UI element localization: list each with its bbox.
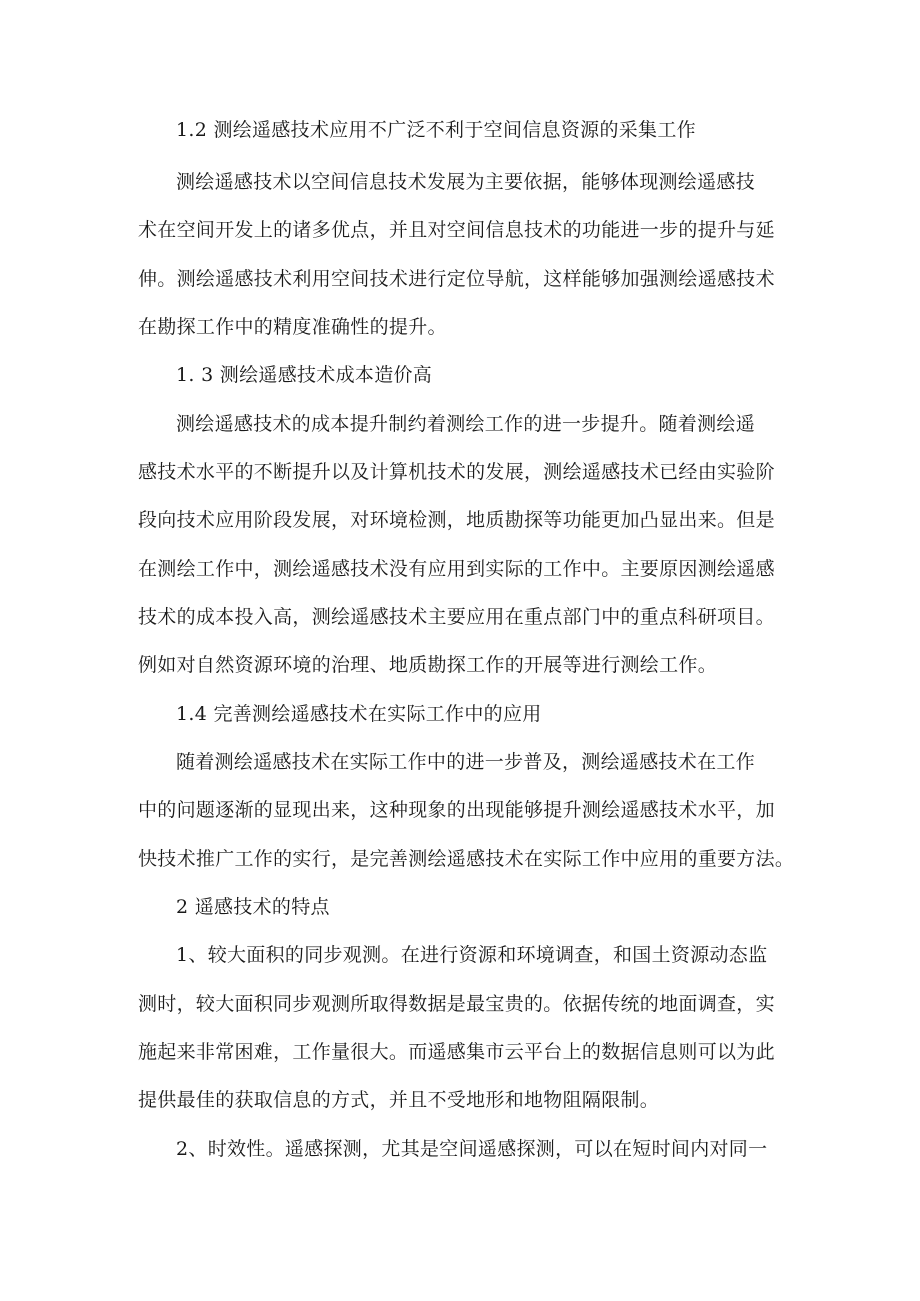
paragraph-line: 1、较大面积的同步观测。在进行资源和环境调查，和国土资源动态监 xyxy=(176,944,768,966)
paragraph-line: 2、时效性。遥感探测，尤其是空间遥感探测，可以在短时间内对同一 xyxy=(176,1138,768,1160)
paragraph-line: 术在空间开发上的诸多优点，并且对空间信息技术的功能进一步的提升与延 xyxy=(138,219,775,241)
paragraph-line: 感技术水平的不断提升以及计算机技术的发展，测绘遥感技术已经由实验阶 xyxy=(138,461,775,483)
paragraph-line: 段向技术应用阶段发展，对环境检测，地质勘探等功能更加凸显出来。但是 xyxy=(138,509,775,531)
paragraph-line: 测时，较大面积同步观测所取得数据是最宝贵的。依据传统的地面调查，实 xyxy=(138,993,775,1015)
paragraph-line: 施起来非常困难，工作量很大。而遥感集市云平台上的数据信息则可以为此 xyxy=(138,1041,775,1063)
paragraph-line: 例如对自然资源环境的治理、地质勘探工作的开展等进行测绘工作。 xyxy=(138,654,718,676)
paragraph-line: 技术的成本投入高，测绘遥感技术主要应用在重点部门中的重点科研项目。 xyxy=(138,606,775,628)
paragraph-line: 测绘遥感技术以空间信息技术发展为主要依据，能够体现测绘遥感技 xyxy=(176,171,756,193)
paragraph-line: 中的问题逐渐的显现出来，这种现象的出现能够提升测绘遥感技术水平，加 xyxy=(138,799,775,821)
paragraph-line: 提供最佳的获取信息的方式，并且不受地形和地物阻隔限制。 xyxy=(138,1089,660,1111)
paragraph-line: 测绘遥感技术的成本提升制约着测绘工作的进一步提升。随着测绘遥 xyxy=(176,413,756,435)
heading-2: 2 遥感技术的特点 xyxy=(176,896,330,918)
paragraph-line: 在勘探工作中的精度准确性的提升。 xyxy=(138,316,447,338)
paragraph-line: 在测绘工作中，测绘遥感技术没有应用到实际的工作中。主要原因测绘遥感 xyxy=(138,558,775,580)
heading-1-3: 1. 3 测绘遥感技术成本造价高 xyxy=(176,364,433,386)
paragraph-line: 随着测绘遥感技术在实际工作中的进一步普及，测绘遥感技术在工作 xyxy=(176,751,756,773)
paragraph-line: 快技术推广工作的实行，是完善测绘遥感技术在实际工作中应用的重要方法。 xyxy=(138,848,795,870)
paragraph-line: 伸。测绘遥感技术利用空间技术进行定位导航，这样能够加强测绘遥感技术 xyxy=(138,268,775,290)
heading-1-2: 1.2 测绘遥感技术应用不广泛不利于空间信息资源的采集工作 xyxy=(176,119,696,141)
heading-1-4: 1.4 完善测绘遥感技术在实际工作中的应用 xyxy=(176,703,542,725)
